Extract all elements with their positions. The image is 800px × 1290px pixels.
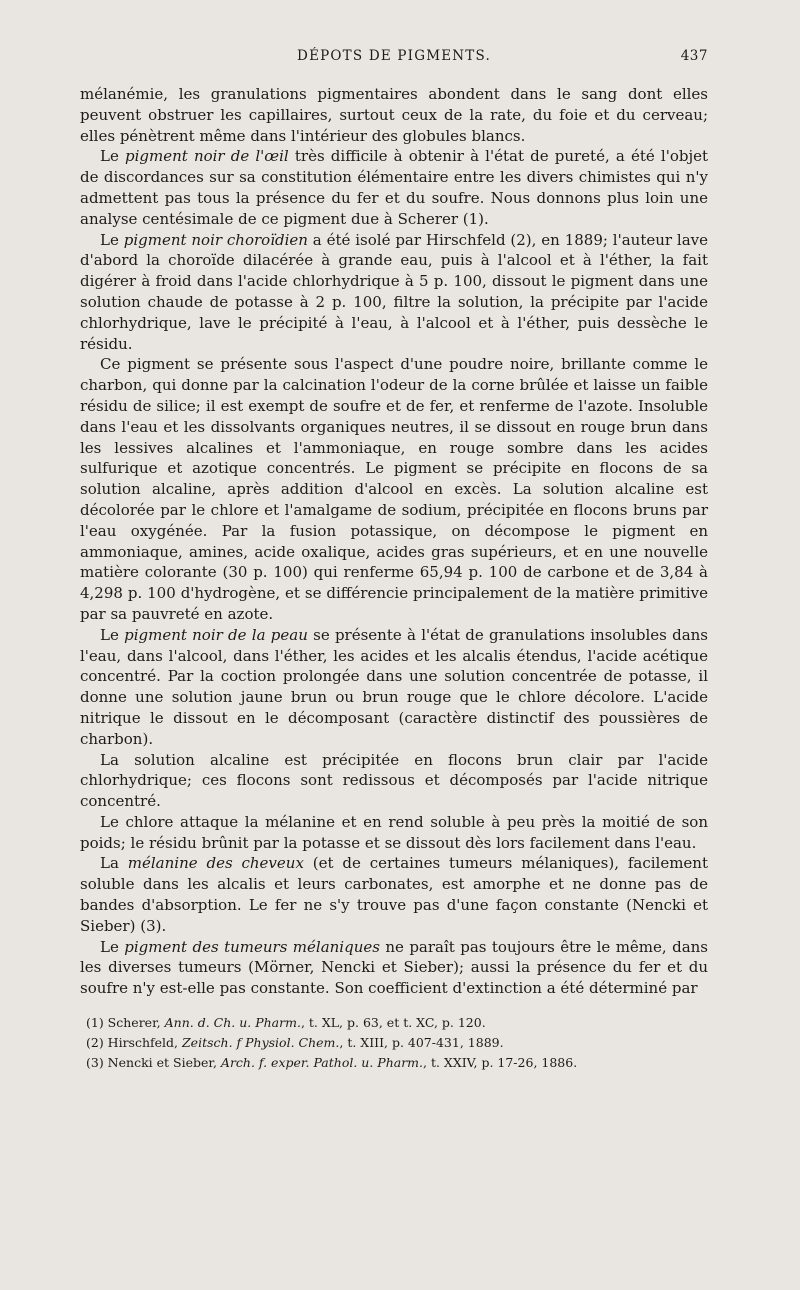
text-run: (et de certaines tumeurs mélaniques), facilement soluble dans les alcalis et leurs carbonates, est amorphe et ne donne pas de bandes d'absorption. Le fer ne s'y trouve pas d'une façon constante (Nencki et Sieber) (3). <box>80 854 709 935</box>
text-run: Le <box>100 625 125 644</box>
paragraph-7 <box>80 812 708 854</box>
italic-term: pigment noir de la peau <box>124 625 308 644</box>
text-run: (3) Nencki et Sieber, <box>86 1055 221 1071</box>
text-run: Le <box>100 230 124 249</box>
text-run: mélanémie, les granulations pigmentaires abondent dans le sang dont elles peuvent obstruer les capillaires, surtout ceux de la rate, du foie et du cerveau; elles pénètrent même dans l'intérieur des globules blancs. <box>80 85 708 145</box>
italic-term: Zeitsch. f Physiol. Chem. <box>182 1035 340 1051</box>
footnotes <box>80 1013 708 1073</box>
paragraph-5 <box>80 625 708 750</box>
paragraph-4 <box>80 354 708 624</box>
text-run: Le <box>100 147 125 166</box>
paragraph-1 <box>80 84 708 146</box>
italic-term: pigment des tumeurs mélaniques <box>124 937 380 956</box>
body-text <box>80 84 708 999</box>
italic-term: pigment noir de l'œil <box>125 147 289 166</box>
text-run: La solution alcaline est précipitée en flocons brun clair par l'acide chlorhydrique; ces flocons sont redissous et décomposés par l'acide nitrique concentré. <box>80 750 708 811</box>
footnote-2 <box>86 1033 708 1053</box>
text-run: (1) Scherer, <box>86 1015 165 1031</box>
text-run: , t. XIII, p. 407-431, 1889. <box>339 1035 504 1051</box>
running-head-title: DÉPOTS DE PIGMENTS. <box>297 48 491 64</box>
text-run: La <box>100 854 128 873</box>
paragraph-2 <box>80 146 708 229</box>
footnote-3 <box>86 1053 708 1073</box>
paragraph-3 <box>80 230 708 355</box>
paragraph-8 <box>80 853 708 936</box>
italic-term: Arch. f. exper. Pathol. u. Pharm. <box>220 1055 424 1071</box>
page-number: 437 <box>680 48 708 64</box>
text-run: ne paraît pas toujours être le même, dans les diverses tumeurs (Mörner, Nencki et Sieber); aussi la présence du fer et du soufre n'y est-elle pas constante. Son coefficient d'extinction a été déterminé par <box>80 937 708 998</box>
text-run: , t. XXIV, p. 17-26, 1886. <box>423 1055 578 1071</box>
text-run: (2) Hirschfeld, <box>86 1035 182 1051</box>
running-head <box>80 48 708 72</box>
text-run: a été isolé par Hirschfeld (2), en 1889; l'auteur lave d'abord la choroïde dilacérée à grande eau, puis à l'alcool et à l'éther, la fait digérer à froid dans l'acide chlorhydrique à 5 p. 100, dissout le pigment dans une solution chaude de potasse à 2 p. 100, filtre la solution, la précipite par l'acide chlorhydrique, lave le précipité à l'eau, à l'alcool et à l'éther, puis dessèche le résidu. <box>80 230 709 353</box>
text-run: Ce pigment se présente sous l'aspect d'une poudre noire, brillante comme le charbon, qui donne par la calcination l'odeur de la corne brûlée et laisse un faible résidu de silice; il est exempt de soufre et de fer, et renferme de l'azote. Insoluble dans l'eau et les dissolvants organiques neutres, il se dissout en rouge brun dans les lessives alcalines et l'ammoniaque, en rouge sombre dans les acides sulfurique et azotique concentrés. Le pigment se précipite en flocons de sa solution alcaline, après addition d'alcool en excès. La solution alcaline est décolorée par le chlore et l'amalgame de sodium, précipitée en flocons bruns par l'eau oxygénée. Par la fusion potassique, on décompose le pigment en ammoniaque, amines, acide oxalique, acides gras supérieurs, et en une nouvelle matière colorante (30 p. 100) qui renferme 65,94 p. 100 de carbone et de 3,84 à 4,298 p. 100 d'hydrogène, et se différencie principalement de la matière primitive par sa pauvreté en azote. <box>80 355 708 623</box>
italic-term: pigment noir choroïdien <box>123 230 308 249</box>
paragraph-6 <box>80 750 708 812</box>
paragraph-9 <box>80 937 708 999</box>
italic-term: mélanine des cheveux <box>127 854 304 873</box>
text-run: Le chlore attaque la mélanine et en rend soluble à peu près la moitié de son poids; le résidu brûnit par la potasse et se dissout dès lors facilement dans l'eau. <box>80 812 708 852</box>
footnote-1 <box>86 1013 708 1033</box>
text-run: se présente à l'état de granulations insolubles dans l'eau, dans l'alcool, dans l'éther, les acides et les alcalis étendus, l'acide acétique concentré. Par la coction prolongée dans une solution concentrée de potasse, il donne une solution jaune brun ou brun rouge que le chlore décolore. L'acide nitrique le dissout en le décomposant (caractère distinctif des poussières de charbon). <box>80 625 708 748</box>
italic-term: Ann. d. Ch. u. Pharm. <box>164 1015 301 1031</box>
text-run: Le <box>100 937 125 956</box>
text-run: très difficile à obtenir à l'état de pureté, a été l'objet de discordances sur sa constitution élémentaire entre les divers chimistes qui n'y admettent pas tous la présence du fer et du soufre. Nous donnons plus loin une analyse centésimale de ce pigment due à Scherer (1). <box>80 147 709 228</box>
text-run: , t. XL, p. 63, et t. XC, p. 120. <box>300 1015 486 1031</box>
